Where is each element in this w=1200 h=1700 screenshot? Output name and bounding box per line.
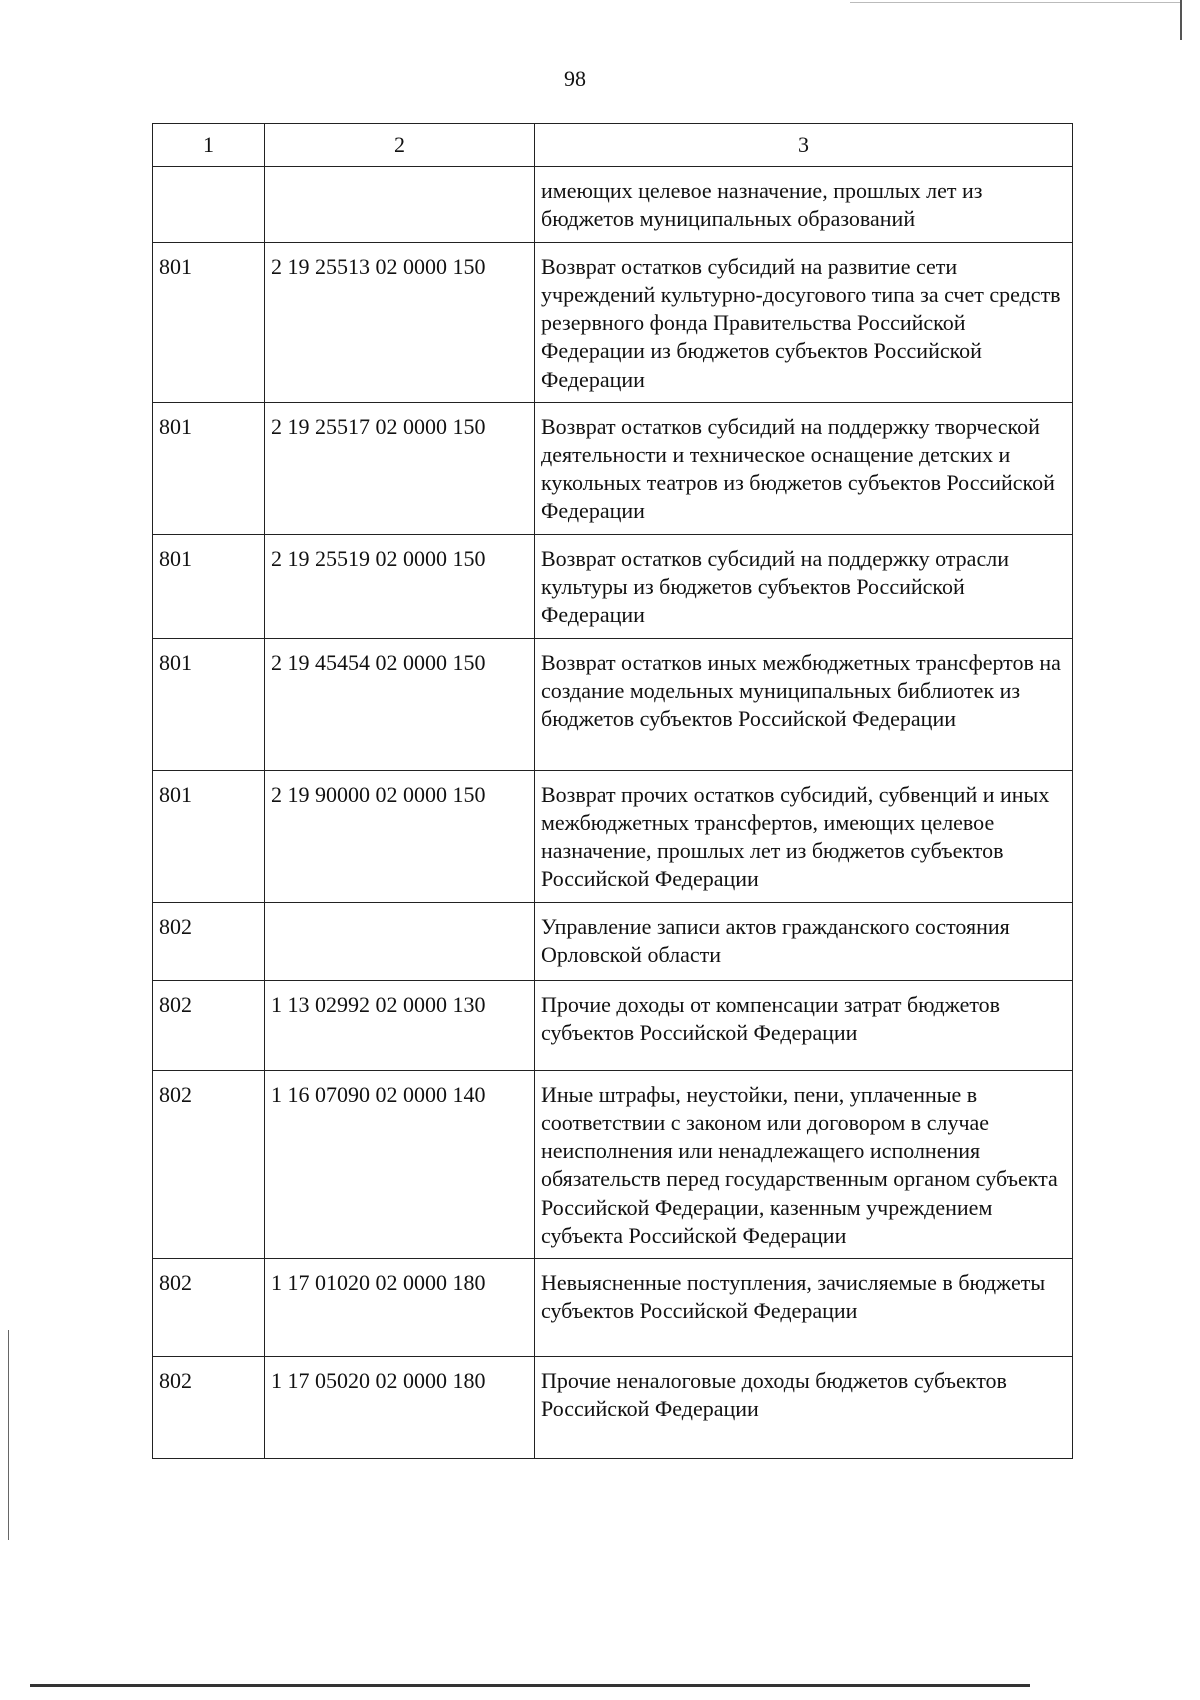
- table-row: [153, 1259, 1073, 1357]
- scan-edge-left: [8, 1330, 9, 1540]
- income-name-cell: Возврат прочих остатков субсидий, субвенций и иных межбюджетных трансфертов, имеющих целевое назначение, прошлых лет из бюджетов субъектов Российской Федерации: [535, 771, 1073, 903]
- admin-code-cell: 801: [153, 639, 265, 771]
- table-row: [153, 981, 1073, 1071]
- admin-code-cell: 802: [153, 981, 265, 1071]
- income-name-cell: Иные штрафы, неустойки, пени, уплаченные в соответствии с законом или договором в случае неисполнения или ненадлежащего исполнения обязательств перед государственным органом субъекта Российской Федерации, казенным учреждением субъекта Российской Федерации: [535, 1071, 1073, 1259]
- table-row: [153, 639, 1073, 771]
- income-code-cell: 2 19 90000 02 0000 150: [265, 771, 535, 903]
- header-cell-2: 2: [265, 124, 535, 167]
- scan-edge-right: [1180, 0, 1182, 40]
- income-name-cell: Прочие неналоговые доходы бюджетов субъектов Российской Федерации: [535, 1357, 1073, 1459]
- income-name-cell: Управление записи актов гражданского состояния Орловской области: [535, 903, 1073, 981]
- page-number: 98: [564, 66, 586, 91]
- income-code-cell: 1 16 07090 02 0000 140: [265, 1071, 535, 1259]
- income-code-cell: [265, 167, 535, 243]
- income-code-cell: 1 17 05020 02 0000 180: [265, 1357, 535, 1459]
- income-code-cell: [265, 903, 535, 981]
- admin-code-cell: 801: [153, 243, 265, 403]
- admin-code-cell: 802: [153, 903, 265, 981]
- income-name-cell: имеющих целевое назначение, прошлых лет из бюджетов муниципальных образований: [535, 167, 1073, 243]
- budget-classification-table: [152, 123, 1073, 1459]
- income-code-cell: 1 17 01020 02 0000 180: [265, 1259, 535, 1357]
- income-name-cell: Возврат остатков субсидий на поддержку творческой деятельности и техническое оснащение детских и кукольных театров из бюджетов субъектов Российской Федерации: [535, 403, 1073, 535]
- table-row: [153, 771, 1073, 903]
- income-name-cell: Возврат остатков субсидий на поддержку отрасли культуры из бюджетов субъектов Российской Федерации: [535, 535, 1073, 639]
- admin-code-cell: 801: [153, 771, 265, 903]
- income-code-cell: 2 19 25513 02 0000 150: [265, 243, 535, 403]
- table-row: [153, 167, 1073, 243]
- header-cell-1: 1: [153, 124, 265, 167]
- scan-edge-bottom: [30, 1684, 1030, 1687]
- header-cell-3: 3: [535, 124, 1073, 167]
- income-name-cell: Невыясненные поступления, зачисляемые в бюджеты субъектов Российской Федерации: [535, 1259, 1073, 1357]
- table-header-row: [153, 124, 1073, 167]
- admin-code-cell: 802: [153, 1071, 265, 1259]
- income-code-cell: 2 19 25517 02 0000 150: [265, 403, 535, 535]
- table-row: [153, 1071, 1073, 1259]
- admin-code-cell: 801: [153, 535, 265, 639]
- admin-code-cell: 801: [153, 403, 265, 535]
- income-name-cell: Прочие доходы от компенсации затрат бюджетов субъектов Российской Федерации: [535, 981, 1073, 1071]
- table-row: [153, 1357, 1073, 1459]
- table-row: [153, 535, 1073, 639]
- income-name-cell: Возврат остатков субсидий на развитие сети учреждений культурно-досугового типа за счет средств резервного фонда Правительства Российской Федерации из бюджетов субъектов Российской Федерации: [535, 243, 1073, 403]
- income-name-cell: Возврат остатков иных межбюджетных трансфертов на создание модельных муниципальных библиотек из бюджетов субъектов Российской Федерации: [535, 639, 1073, 771]
- table-row: [153, 243, 1073, 403]
- scan-edge-top: [850, 2, 1180, 3]
- table-row: [153, 403, 1073, 535]
- income-code-cell: 1 13 02992 02 0000 130: [265, 981, 535, 1071]
- income-code-cell: 2 19 45454 02 0000 150: [265, 639, 535, 771]
- admin-code-cell: 802: [153, 1357, 265, 1459]
- admin-code-cell: 802: [153, 1259, 265, 1357]
- table-row: [153, 903, 1073, 981]
- admin-code-cell: [153, 167, 265, 243]
- income-code-cell: 2 19 25519 02 0000 150: [265, 535, 535, 639]
